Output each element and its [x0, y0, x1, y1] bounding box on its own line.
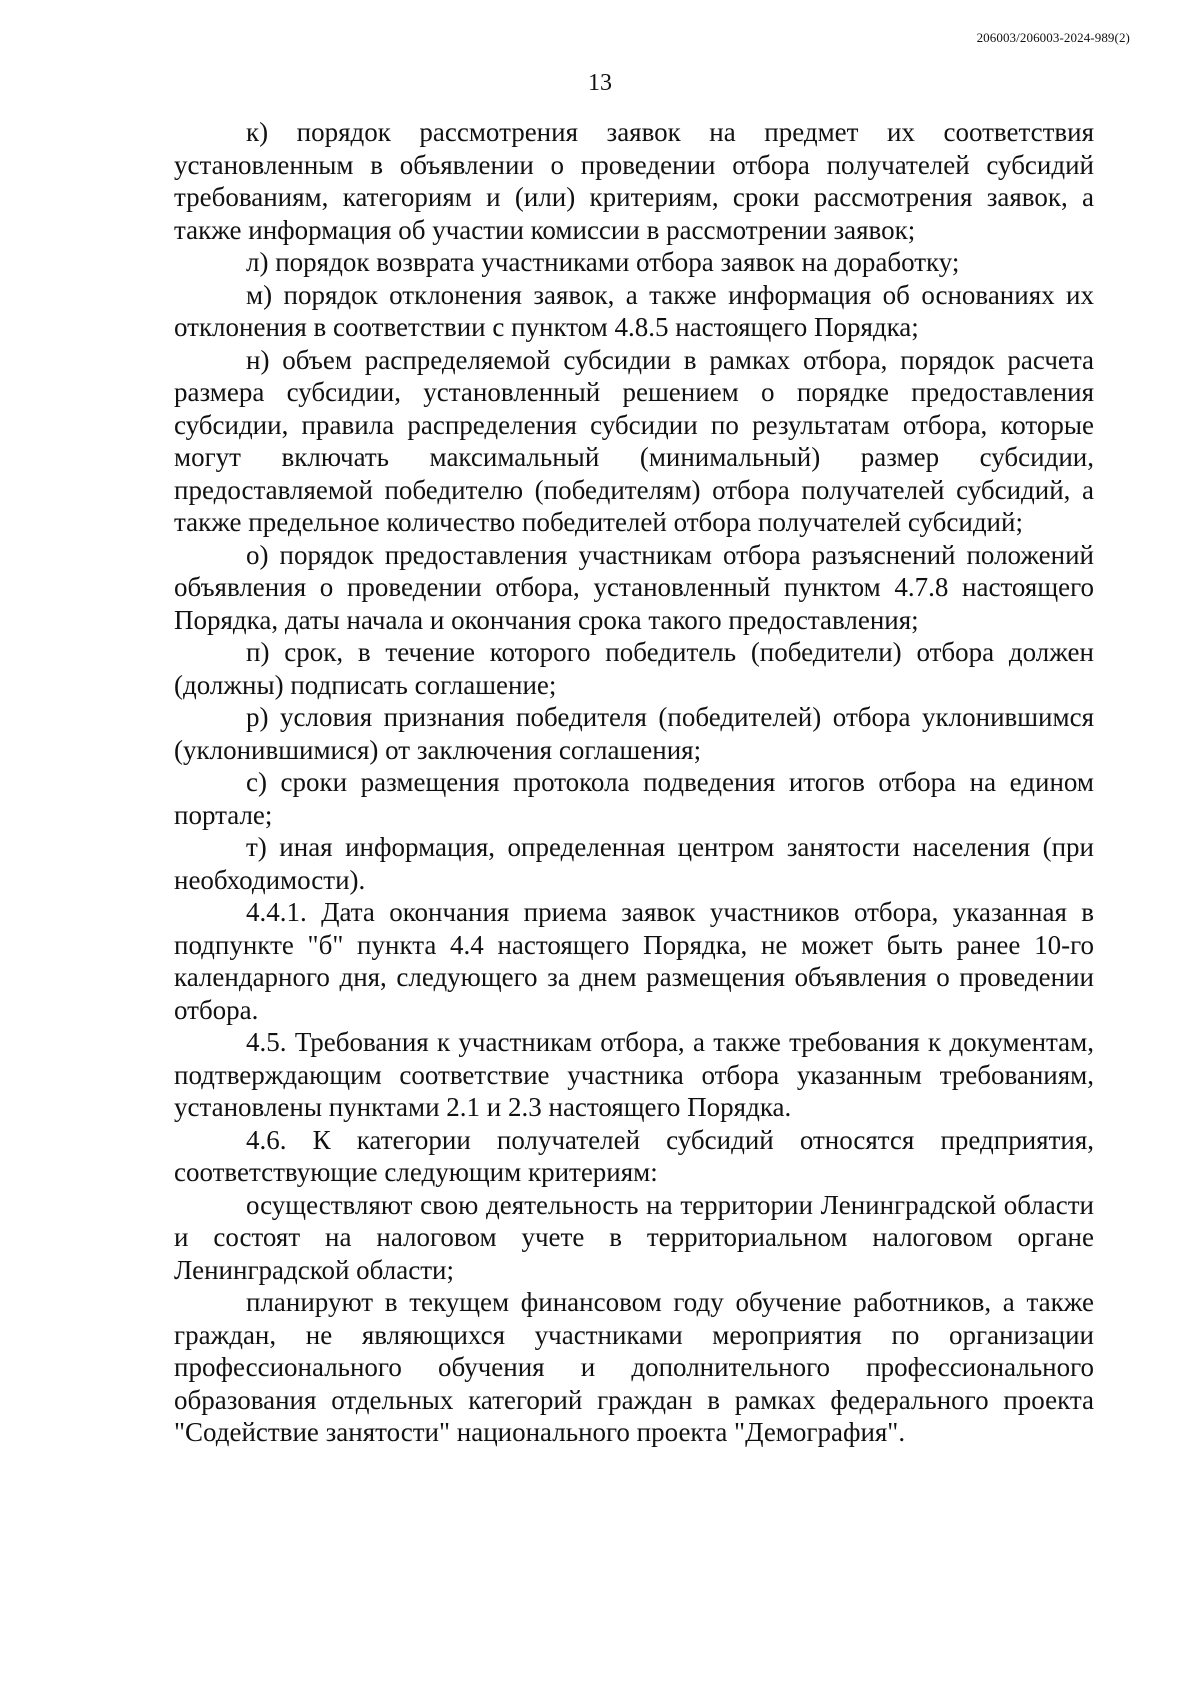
paragraph-p: п) срок, в течение которого победитель (победители) отбора должен (должны) подписать соглашение;: [174, 637, 1094, 700]
paragraph-l: л) порядок возврата участниками отбора заявок на доработку;: [246, 247, 960, 277]
document-registration-number: 206003/206003-2024-989(2): [976, 30, 1130, 45]
criterion-territory: осуществляют свою деятельность на территории Ленинградской области и состоят на налоговом учете в территориальном налоговом органе Ленинградской области;: [174, 1189, 1094, 1285]
paragraph-4-4-1: 4.4.1. Дата окончания приема заявок участников отбора, указанная в подпункте "б" пункта 4.4 настоящего Порядка, не может быть ранее 10-го календарного дня, следующего за днем размещения объявления о проведении отбора.: [174, 897, 1094, 1025]
page-number: 13: [588, 70, 612, 96]
document-body: [174, 116, 1094, 1449]
paragraph-r: р) условия признания победителя (победителей) отбора уклонившимся (уклонившимися) от заключения соглашения;: [174, 702, 1094, 765]
paragraph-4-6: 4.6. К категории получателей субсидий относятся предприятия, соответствующие следующим критериям:: [174, 1124, 1094, 1187]
paragraph-s: с) сроки размещения протокола подведения итогов отбора на едином портале;: [174, 767, 1094, 830]
paragraph-k: к) порядок рассмотрения заявок на предмет их соответствия установленным в объявлении о проведении отбора получателей субсидий требованиям, категориям и (или) критериям, сроки рассмотрения заявок, а также информация об участии комиссии в рассмотрении заявок;: [174, 117, 1094, 245]
paragraph-t: т) иная информация, определенная центром занятости населения (при необходимости).: [174, 832, 1094, 895]
paragraph-n: н) объем распределяемой субсидии в рамках отбора, порядок расчета размера субсидии, установленный решением о порядке предоставления субсидии, правила распределения субсидии по результатам отбора, которые могут включать максимальный (минимальный) размер субсидии, предоставляемой победителю (победителям) отбора получателей субсидий, а также предельное количество победителей отбора получателей субсидий;: [174, 344, 1094, 537]
criterion-training: планируют в текущем финансовом году обучение работников, а также граждан, не являющихся участниками мероприятия по организации профессионального обучения и дополнительного профессионального образования отдельных категорий граждан в рамках федерального проекта "Содействие занятости" национального проекта "Демография".: [174, 1287, 1094, 1447]
paragraph-o: о) порядок предоставления участникам отбора разъяснений положений объявления о проведении отбора, установленный пунктом 4.7.8 настоящего Порядка, даты начала и окончания срока такого предоставления;: [174, 539, 1094, 635]
paragraph-4-5: 4.5. Требования к участникам отбора, а также требования к документам, подтверждающим соответствие участника отбора указанным требованиям, установлены пунктами 2.1 и 2.3 настоящего Порядка.: [174, 1027, 1094, 1122]
paragraph-m: м) порядок отклонения заявок, а также информация об основаниях их отклонения в соответствии с пунктом 4.8.5 настоящего Порядка;: [174, 279, 1094, 342]
